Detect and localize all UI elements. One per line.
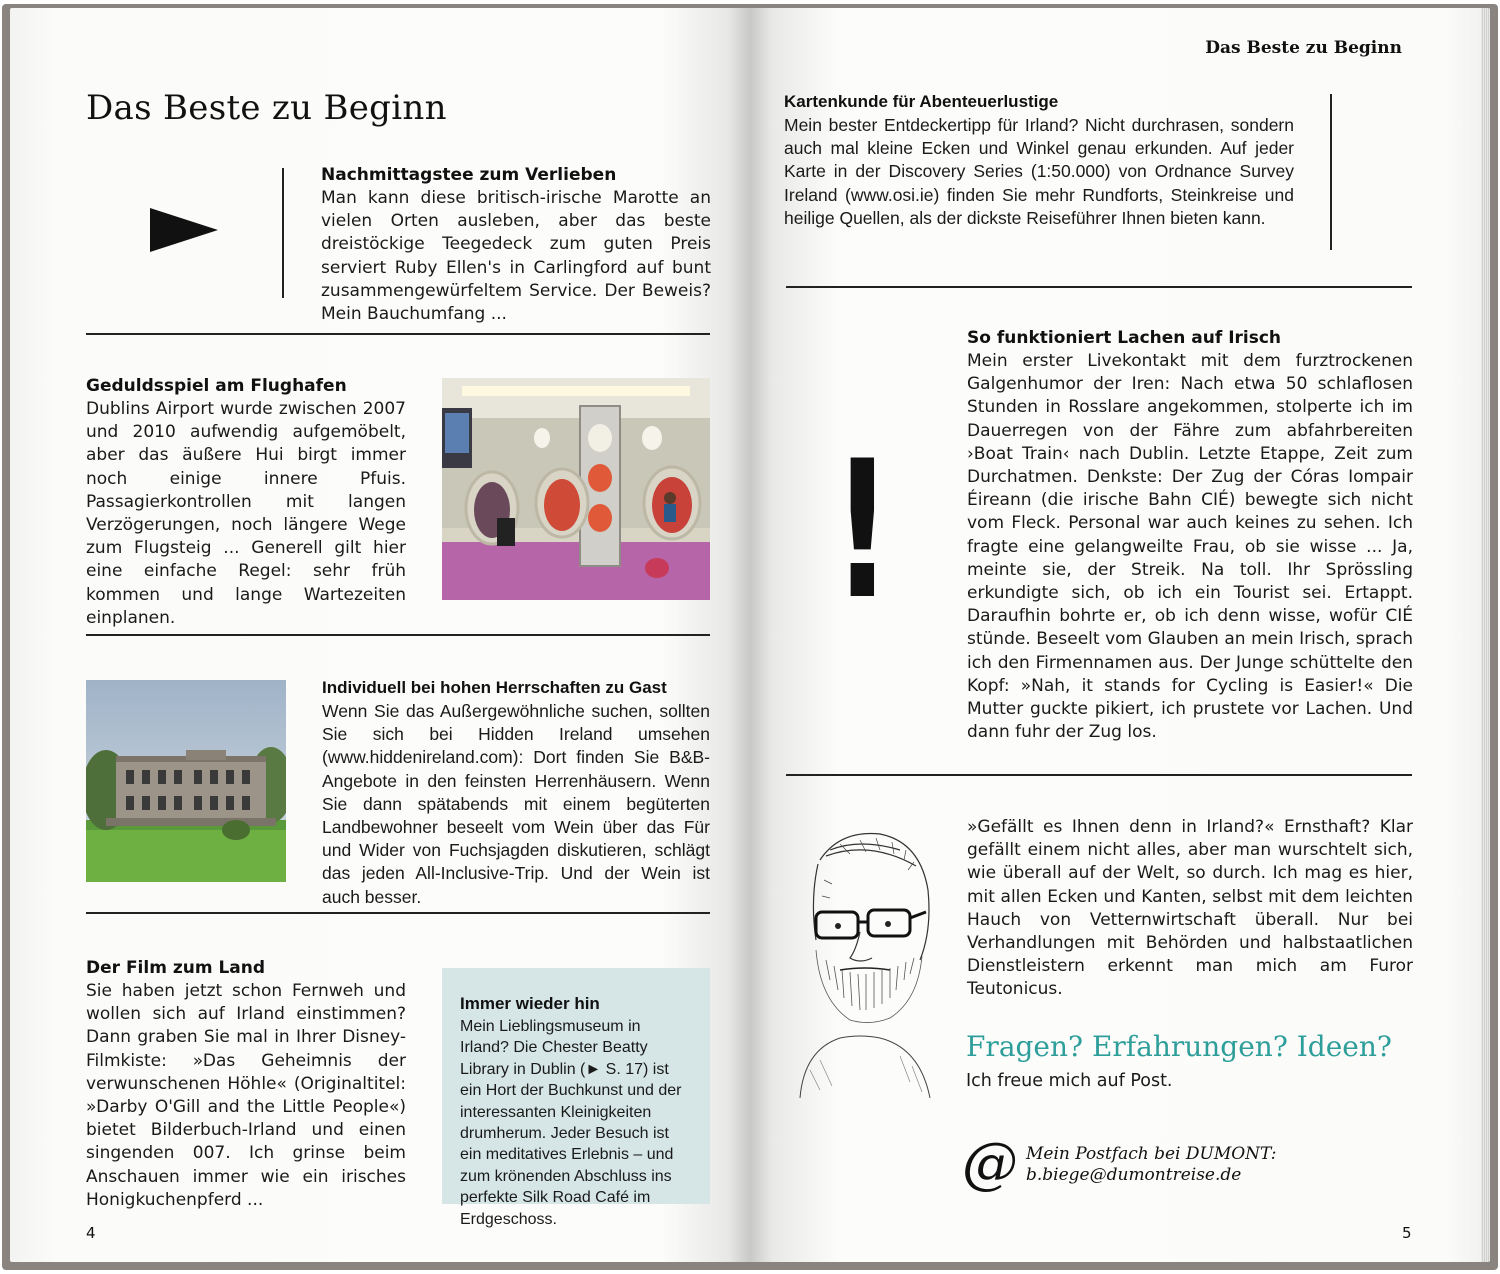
- section-text: Mein bester Entdeckertipp für Irland? Nicht durchrasen, sondern auch mal kleine Ecken und Winkel genau erkunden. Auf jeder Karte in der Discovery Series (1:50.000) von Ordnance Survey Ireland (www.osi.ie) finden Sie mehr Rundforts, Steinkreise und heilige Quellen, als der dickste Reiseführer Ihnen bieten kann.: [784, 115, 1294, 228]
- author-portrait: [780, 820, 940, 1098]
- section-teatime: [321, 163, 711, 326]
- mailbox: [1026, 1144, 1277, 1186]
- section-bar: [282, 168, 284, 298]
- divider: [86, 634, 710, 636]
- running-head: Das Beste zu Beginn: [1205, 38, 1402, 58]
- section-headline: Der Film zum Land: [86, 958, 266, 978]
- airport-photo: [442, 378, 710, 600]
- section-headline: Geduldsspiel am Flughafen: [86, 376, 347, 396]
- section-film: [86, 956, 406, 1212]
- section-text: Sie haben jetzt schon Fernweh und wollen sich auf Irland einstimmen? Dann graben Sie mal in Ihrer Disney-Filmkiste: »Das Geheimnis der verwunschenen Höhle« (Originaltitel: »Darby O'Gill and the Little People«) bietet Bilderbuch-Irland und einen singenden 007. Ich grinse beim Anschauen immer wie ein irisches Honigkuchenpferd ...: [86, 981, 406, 1210]
- arrow-right-icon: [150, 208, 218, 252]
- section-laughing: [967, 326, 1413, 744]
- page-number: 5: [1402, 1224, 1412, 1242]
- section-headline: Kartenkunde für Abenteuerlustige: [784, 92, 1059, 111]
- tip-text: Mein Lieblingsmuseum in Irland? Die Chester Beatty Library in Dublin (► S. 17) ist ein Hort der Buchkunst und der interessanten Kleinigkeiten drumherum. Jeder Besuch ist ein meditatives Erlebnis – und zum krönenden Abschluss ins perfekte Silk Road Café im Erdgeschoss.: [460, 1018, 682, 1228]
- manor-house-photo: [86, 680, 286, 882]
- tip-headline: Immer wieder hin: [460, 994, 600, 1013]
- at-icon: @: [962, 1131, 1018, 1196]
- divider: [86, 333, 710, 335]
- section-airport: [86, 374, 406, 630]
- left-page: [10, 8, 750, 1262]
- exclamation-icon: !: [832, 420, 893, 641]
- section-text: Man kann diese britisch-irische Marotte an vielen Orten ausleben, aber das beste dreistöckige Teegedeck zum guten Preis serviert Ruby Ellen's in Carlingford auf bunt zusammengewürfeltem Service. Der Beweis? Mein Bauchumfang ...: [321, 188, 711, 325]
- chapter-title: Das Beste zu Beginn: [86, 88, 447, 128]
- divider: [786, 286, 1412, 288]
- section-manor: [322, 676, 710, 909]
- page-number: 4: [86, 1224, 96, 1242]
- section-headline: Individuell bei hohen Herrschaften zu Gast: [322, 678, 667, 697]
- section-text: Mein erster Livekontakt mit dem furztrockenen Galgenhumor der Iren: Nach etwa 50 schlaflosen Stunden in Rosslare angekommen, stolperte ich im Dauerregen von der Fähre zum abfahrbereiten ›Boat Train‹ nach Dublin. Letzte Etappe, Zeit zum Durchatmen. Denkste: Der Zug der Córas Iompair Éireann (die irische Bahn CIÉ) bewegte sich nicht vom Fleck. Personal war auch keines zu sehen. Ich fragte eine gelangweilte Frau, ob sie wisse ... Ja, meinte sie, der Streik. Na toll. Ihr Sprössling erkundigte sich, ob ich ein Tourist sei. Ertappt. Daraufhin bohrte er, ob ich denn wisse, wofür CIÉ stünde. Beseelt vom Glauben an mein Irisch, sprach ich den Firmennamen aus. Der Junge schüttelte den Kopf: »Nah, it stands for Cycling is Easier!« Die Mutter guckte pikiert, ich prustete vor Lachen. Und dann fuhr der Zug los.: [967, 351, 1413, 743]
- email-link[interactable]: b.biege@dumontreise.de: [1026, 1165, 1242, 1185]
- contact-question: Fragen? Erfahrungen? Ideen?: [966, 1030, 1392, 1063]
- section-bar: [1330, 94, 1332, 250]
- section-maps: [784, 90, 1294, 230]
- tip-box: [442, 968, 710, 1228]
- section-text: Wenn Sie das Außergewöhnliche suchen, sollten Sie sich bei Hidden Ireland umsehen (www.hiddenireland.com): Dort finden Sie B&B-Angebote in den feinsten Herrenhäusern. Wenn Sie dann spätabends mit einem begüterten Landbewohner beseelt vom Wein über das Für und Wider von Fuchsjagden diskutieren, schlägt das jeden All-Inclusive-Trip. Und der Wein ist auch besser.: [322, 701, 710, 907]
- section-headline: So funktioniert Lachen auf Irisch: [967, 328, 1282, 348]
- contact-invite: Ich freue mich auf Post.: [966, 1071, 1173, 1091]
- author-note: [967, 816, 1413, 1002]
- divider: [86, 912, 710, 914]
- page-edge: [1481, 8, 1490, 1262]
- right-page: [750, 8, 1490, 1262]
- section-headline: Nachmittagstee zum Verlieben: [321, 165, 617, 185]
- mailbox-label: Mein Postfach bei DUMONT:: [1026, 1144, 1277, 1164]
- divider: [786, 774, 1412, 776]
- section-text: Dublins Airport wurde zwischen 2007 und 2010 aufwendig aufgemöbelt, aber das äußere Hui birgt immer noch einige innere Pfuis. Passagierkontrollen mit langen Verzögerungen, noch längere Wege zum Flugsteig ... Generell gilt hier eine einfache Regel: sehr früh kommen und lange Wartezeiten einplanen.: [86, 399, 406, 628]
- author-text: »Gefällt es Ihnen denn in Irland?« Ernsthaft? Klar gefällt einem nicht alles, aber man wurschtelt sich, wie überall auf der Welt, so durch. Ich mag es hier, mit allen Ecken und Kanten, selbst mit dem leichten Hauch von Vetternwirtschaft überall. Nur bei Verhandlungen mit Behörden und halbstaatlichen Dienstleistern erkennt man mich am Furor Teutonicus.: [967, 817, 1413, 1000]
